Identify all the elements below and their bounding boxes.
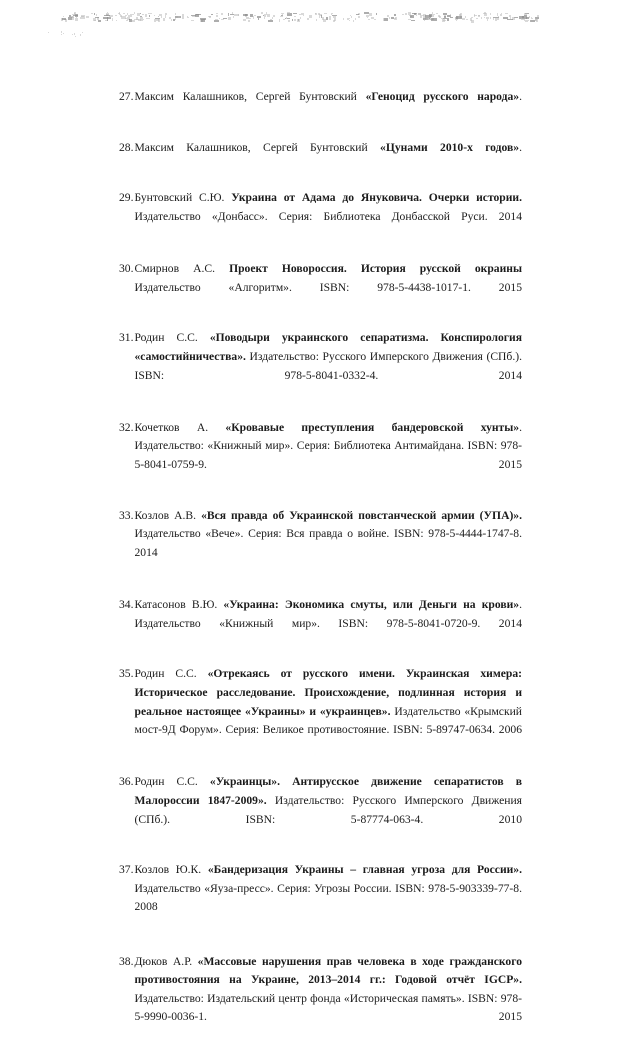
citation-title: «Отрекаясь от русского имени. Украинская химера: Историческое расследование. Происхождение, подлинная история и реальное настоящее «Украины» и «украинцев». [134, 667, 522, 718]
entry-citation-text [135, 139, 523, 176]
entry-number: 34. [119, 598, 134, 612]
citation-detail: . [519, 90, 522, 103]
citation-detail: Издательство: Русского Имперского Движения (СПб.). ISBN: 5-87774-063-4. 2010 [134, 793, 522, 826]
citation-detail: . Издательство: «Книжный мир». Серия: Библиотека Антимайдана. ISBN: 978-5-8041-0759-9. 2015 [134, 420, 522, 471]
citation-title: «Вся правда об Украинской повстанческой армии (УПА)». [201, 508, 522, 522]
citation-title: «Цунами 2010-х годов» [380, 140, 520, 154]
entry-citation-text [135, 189, 523, 245]
scan-artifact-noise [0, 0, 642, 46]
citation-detail: Козлов Ю.К. [134, 863, 208, 877]
citation-detail: Катасонов В.Ю. [134, 598, 224, 612]
entry-citation-text [135, 861, 523, 935]
citation-title: Проект Новороссия. История русской окраины [229, 262, 523, 276]
bibliography-entry [119, 260, 522, 316]
entry-citation-text [135, 260, 523, 316]
bibliography-list [119, 88, 522, 1059]
citation-title: «Бандеризация Украины – главная угроза для России». [207, 863, 522, 877]
entry-citation-text [135, 953, 523, 1046]
citation-detail: Издательство «Алгоритм». ISBN: 978-5-4438-1017-1. 2015 [134, 280, 522, 294]
citation-detail: Максим Калашников, Сергей Бунтовский [134, 140, 381, 154]
entry-number: 31. [119, 331, 134, 345]
citation-title: «Массовые нарушения прав человека в ходе гражданского противостояния на Украине, 2013–2014 гг.: Годовой отчёт IGCP». [134, 954, 522, 987]
entry-citation-text [135, 88, 523, 125]
citation-detail: Издательство «Яуза-пресс». Серия: Угрозы России. ISBN: 978-5-903339-77-8. 2008 [134, 881, 522, 914]
entry-citation-text [135, 507, 523, 581]
citation-detail: Издательство «Крымский мост-9Д Форум». Серия: Великое противостояние. ISBN: 5-89747-0634. 2006 [134, 704, 522, 737]
citation-title: «Геноцид русского народа» [365, 90, 520, 103]
bibliography-entry [119, 507, 522, 581]
citation-detail: Издательство «Вече». Серия: Вся правда о войне. ISBN: 978-5-4444-1747-8. 2014 [134, 527, 522, 559]
entry-number: 29. [119, 191, 134, 205]
entry-citation-text [135, 329, 523, 403]
citation-title: «Украина: Экономика смуты, или Деньги на крови» [223, 598, 520, 612]
entry-number: 37. [119, 863, 134, 877]
citation-detail: Издательство: Русского Имперского Движения (СПб.). ISBN: 978-5-8041-0332-4. 2014 [134, 350, 522, 382]
citation-title: Украина от Адама до Януковича. Очерки истории. [231, 191, 522, 205]
entry-number: 38. [119, 954, 134, 968]
bibliography-entry [119, 953, 522, 1046]
entry-citation-text [135, 596, 523, 652]
bibliography-entry [119, 861, 522, 935]
entry-number: 36. [119, 775, 134, 789]
citation-detail: Родин С.С. [134, 775, 210, 789]
bibliography-entry [119, 88, 522, 125]
citation-detail: Издательство: Издательский центр фонда «Историческая память». ISBN: 978-5-9990-0036-1. 2015 [134, 991, 522, 1024]
citation-detail: Кочетков А. [134, 420, 226, 434]
citation-detail: . [519, 140, 522, 154]
bibliography-entry [119, 139, 522, 176]
entry-number: 35. [119, 667, 134, 681]
citation-detail: Смирнов А.С. [134, 262, 230, 276]
entry-number: 32. [119, 420, 134, 434]
bibliography-entry [119, 419, 522, 493]
entry-number: 28. [119, 140, 134, 154]
citation-title: «Кровавые преступления бандеровской хунты» [225, 420, 520, 434]
bibliography-entry [119, 596, 522, 652]
citation-title: «Украинцы». Антирусское движение сепаратистов в Малороссии 1847-2009». [134, 775, 522, 807]
entry-citation-text [135, 665, 523, 758]
citation-detail: Максим Калашников, Сергей Бунтовский [134, 90, 366, 103]
citation-detail: Родин С.С. [134, 667, 208, 681]
citation-detail: Козлов А.В. [134, 508, 202, 522]
citation-title: «Поводыри украинского сепаратизма. Конспирология «самостийничества». [134, 331, 522, 364]
bibliography-entry [119, 329, 522, 403]
entry-number: 27. [119, 90, 134, 103]
entry-number: 33. [119, 508, 134, 522]
citation-detail: Издательство «Донбасс». Серия: Библиотека Донбасской Руси. 2014 [134, 209, 522, 223]
bibliography-entry [119, 773, 522, 847]
bibliography-entry [119, 189, 522, 245]
citation-detail: . Издательство «Книжный мир». ISBN: 978-5-8041-0720-9. 2014 [134, 598, 522, 630]
citation-detail: Родин С.С. [134, 331, 210, 345]
citation-detail: Бунтовский С.Ю. [134, 191, 232, 205]
entry-number: 30. [119, 262, 134, 276]
entry-citation-text [135, 419, 523, 493]
bibliography-entry [119, 665, 522, 758]
citation-detail: Дюков А.Р. [134, 954, 198, 968]
entry-citation-text [135, 773, 523, 847]
